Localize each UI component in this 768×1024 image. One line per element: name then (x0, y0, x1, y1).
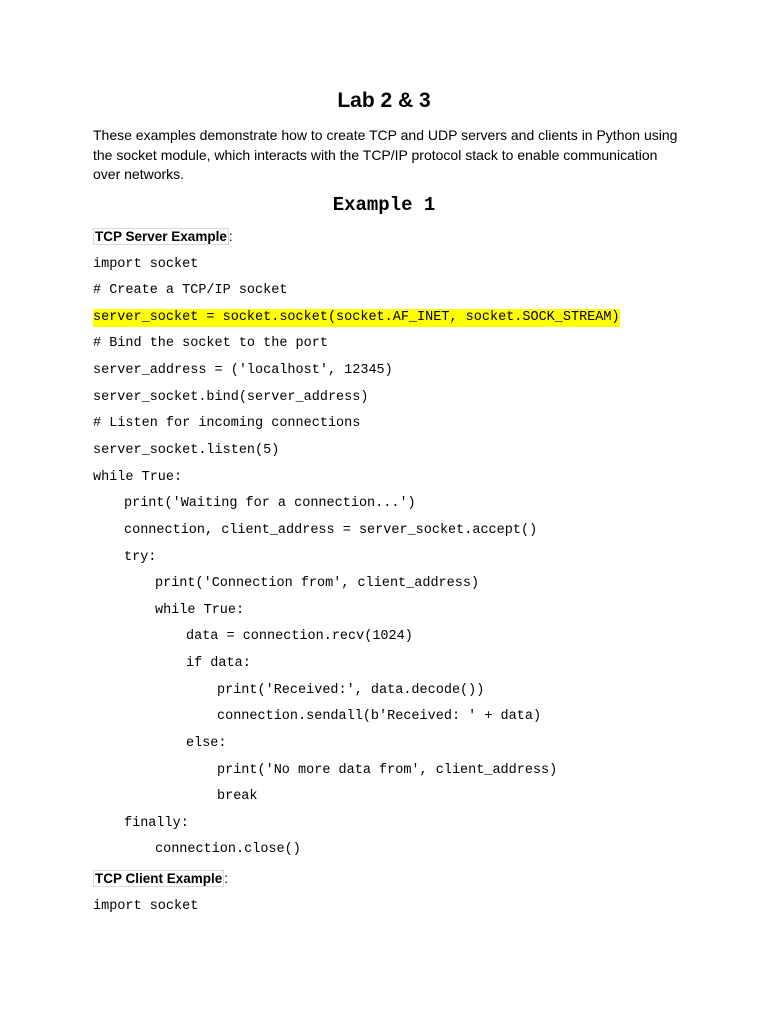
client-example-label (93, 870, 228, 888)
code-line: import socket (93, 257, 199, 272)
code-line: data = connection.recv(1024) (186, 629, 413, 644)
code-line: try: (124, 550, 157, 565)
page-title: Lab 2 & 3 (337, 89, 431, 112)
label-colon: : (228, 229, 233, 244)
intro-paragraph: These examples demonstrate how to create TCP and UDP servers and clients in Python using the socket module, which interacts with the TCP/IP protocol stack to enable communication over networks. (93, 127, 678, 182)
highlighted-code-line: server_socket = socket.socket(socket.AF_INET, socket.SOCK_STREAM) (93, 310, 620, 325)
code-line: while True: (155, 603, 245, 618)
label-colon: : (224, 871, 229, 886)
code-line: print('No more data from', client_address) (217, 763, 558, 778)
code-comment: # Create a TCP/IP socket (93, 283, 288, 298)
code-line: else: (186, 736, 227, 751)
code-line: print('Waiting for a connection...') (124, 496, 416, 511)
code-line: connection, client_address = server_socket.accept() (124, 523, 538, 538)
code-line: connection.sendall(b'Received: ' + data) (217, 709, 542, 724)
code-line: if data: (186, 656, 251, 671)
code-line: import socket (93, 899, 199, 914)
code-line: finally: (124, 816, 189, 831)
server-example-label (93, 228, 233, 246)
code-comment: # Bind the socket to the port (93, 336, 328, 351)
code-line: server_socket.listen(5) (93, 443, 280, 458)
code-line: server_address = ('localhost', 12345) (93, 363, 393, 378)
code-line: print('Connection from', client_address) (155, 576, 480, 591)
code-line: print('Received:', data.decode()) (217, 683, 485, 698)
server-example-label-text: TCP Server Example (95, 229, 227, 244)
code-line: break (217, 789, 258, 804)
section-heading: Example 1 (332, 194, 436, 216)
code-line: server_socket.bind(server_address) (93, 390, 369, 405)
code-line: while True: (93, 470, 183, 485)
code-comment: # Listen for incoming connections (93, 416, 361, 431)
client-example-label-text: TCP Client Example (95, 871, 223, 886)
code-line: connection.close() (155, 842, 301, 857)
